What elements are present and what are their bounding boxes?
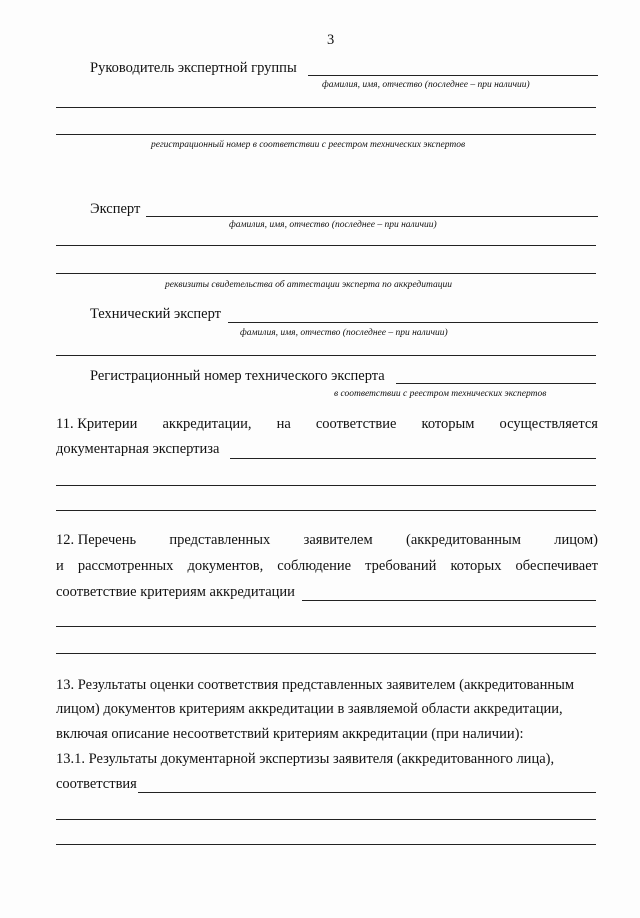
s12-word: требований xyxy=(365,558,437,574)
s11-word: соответствие xyxy=(315,416,397,432)
s12-word: 12. Перечень xyxy=(56,532,137,548)
s12-answer-line[interactable] xyxy=(302,600,596,601)
tech-reg-line[interactable] xyxy=(396,383,596,384)
s11-word: аккредитации, xyxy=(162,416,252,432)
s12-line-3: соответствие критериям аккредитации xyxy=(56,584,295,600)
expert-cert-line[interactable] xyxy=(56,273,596,274)
expert-cert-caption: реквизиты свидетельства об аттестации эксперта по аккредитации xyxy=(165,280,452,290)
s11-word: на xyxy=(276,416,291,432)
tech-expert-name-line-2[interactable] xyxy=(56,355,596,356)
s131-answer-line-2[interactable] xyxy=(56,819,596,820)
s11-word: осуществляется xyxy=(499,416,598,432)
s12-line-2 xyxy=(56,558,598,575)
s13-line-1: 13. Результаты оценки соответствия представленных заявителем (аккредитованным xyxy=(56,677,575,693)
s131-answer-line[interactable] xyxy=(138,792,596,793)
s12-line-1 xyxy=(56,532,598,549)
leader-reg-line[interactable] xyxy=(56,134,596,135)
s12-word: и xyxy=(56,558,64,574)
tech-reg-caption: в соответствии с реестром технических экспертов xyxy=(334,389,547,399)
expert-name-line[interactable] xyxy=(146,216,598,217)
s12-word: которых xyxy=(450,558,502,574)
tech-reg-label: Регистрационный номер технического эксперта xyxy=(90,368,385,384)
leader-reg-caption: регистрационный номер в соответствии с реестром технических экспертов xyxy=(151,140,466,150)
leader-name-caption: фамилия, имя, отчество (последнее – при наличии) xyxy=(322,80,530,90)
s11-line-2: документарная экспертиза xyxy=(56,441,220,457)
s11-answer-line-3[interactable] xyxy=(56,510,596,511)
s12-word: обеспечивает xyxy=(515,558,598,574)
tech-expert-name-caption: фамилия, имя, отчество (последнее – при наличии) xyxy=(240,328,448,338)
s12-word: соблюдение xyxy=(277,558,352,574)
s131-line-2: соответствия xyxy=(56,776,137,792)
s11-word: 11. Критерии xyxy=(56,416,138,432)
expert-name-caption: фамилия, имя, отчество (последнее – при наличии) xyxy=(229,220,437,230)
s11-word: которым xyxy=(421,416,475,432)
s11-line-1 xyxy=(56,416,598,433)
s131-answer-line-3[interactable] xyxy=(56,844,596,845)
page-number: 3 xyxy=(327,32,335,48)
s12-word: (аккредитованным xyxy=(406,532,521,548)
s12-word: лицом) xyxy=(554,532,598,548)
s12-word: заявителем xyxy=(303,532,373,548)
expert-label: Эксперт xyxy=(90,201,141,217)
leader-name-line[interactable] xyxy=(308,75,598,76)
s11-answer-line[interactable] xyxy=(230,458,596,459)
s131-line-1: 13.1. Результаты документарной экспертизы заявителя (аккредитованного лица), xyxy=(56,751,555,767)
s11-answer-line-2[interactable] xyxy=(56,485,596,486)
leader-name-line-2[interactable] xyxy=(56,107,596,108)
s13-line-3: включая описание несоответствий критериям аккредитации (при наличии): xyxy=(56,726,524,742)
tech-expert-label: Технический эксперт xyxy=(90,306,221,322)
s12-word: представленных xyxy=(169,532,271,548)
tech-expert-name-line[interactable] xyxy=(228,322,598,323)
s13-line-2: лицом) документов критериям аккредитации в заявляемой области аккредитации, xyxy=(56,701,563,717)
leader-label: Руководитель экспертной группы xyxy=(90,60,297,76)
s12-word: документов, xyxy=(187,558,264,574)
s12-word: рассмотренных xyxy=(77,558,174,574)
s12-answer-line-3[interactable] xyxy=(56,653,596,654)
s12-answer-line-2[interactable] xyxy=(56,626,596,627)
expert-name-line-2[interactable] xyxy=(56,245,596,246)
